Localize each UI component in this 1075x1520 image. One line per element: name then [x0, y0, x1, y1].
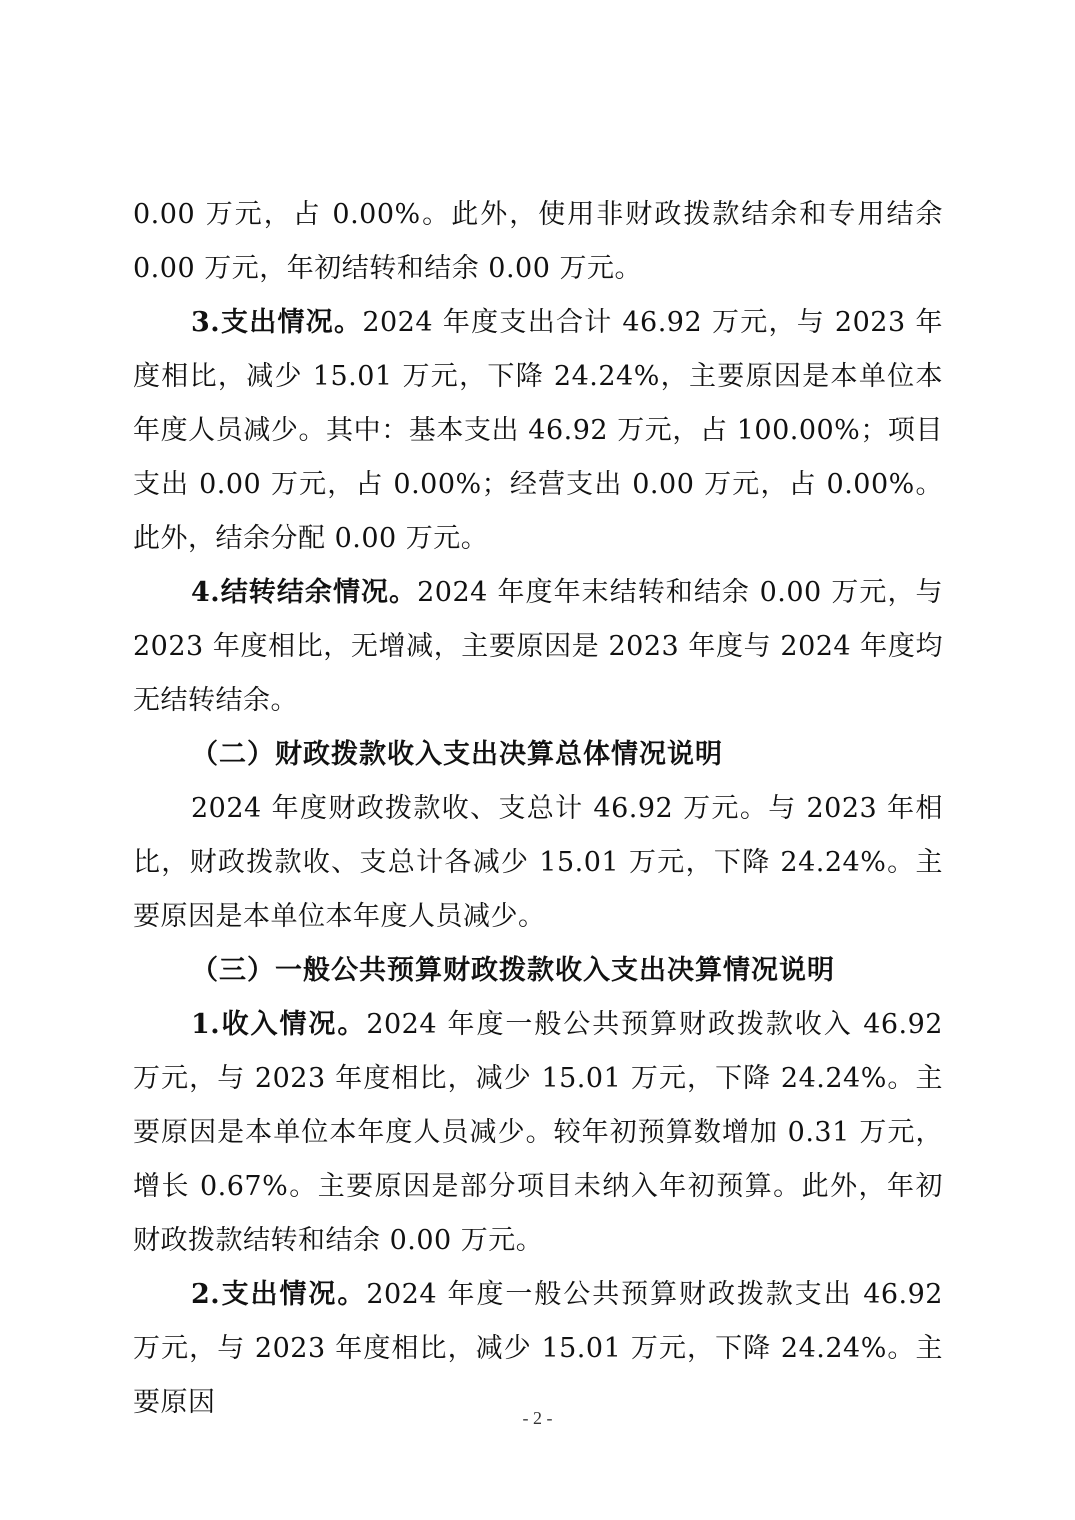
paragraph-text: 2024 年度支出合计 46.92 万元，与 2023 年度相比，减少 15.01 万元，下降 24.24%，主要原因是本单位本年度人员减少。其中：基本支出 46.92 万元，占 100.00%；项目支出 0.00 万元，占 0.00%；经营支出 0.00 万元，占 0.00%。此外，结余分配 0.00 万元。	[133, 307, 943, 554]
paragraph-income	[133, 998, 943, 1268]
paragraph-lead: 4.结转结余情况。	[191, 577, 418, 608]
paragraph-text: 2024 年度一般公共预算财政拨款支出 46.92 万元，与 2023 年度相比，减少 15.01 万元，下降 24.24%。主要原因	[133, 1279, 943, 1418]
paragraph-lead: 1.收入情况。	[191, 1009, 367, 1040]
paragraph-text: 2024 年度一般公共预算财政拨款收入 46.92 万元，与 2023 年度相比，减少 15.01 万元，下降 24.24%。主要原因是本单位本年度人员减少。较年初预算数增加 0.31 万元，增长 0.67%。主要原因是部分项目未纳入年初预算。此外，年初财政拨款结转和结余 0.00 万元。	[133, 1009, 943, 1256]
paragraph-general-expenditure	[133, 1268, 943, 1430]
paragraph-lead: 3.支出情况。	[191, 307, 363, 338]
paragraph-continuation: 0.00 万元，占 0.00%。此外，使用非财政拨款结余和专用结余 0.00 万元，年初结转和结余 0.00 万元。	[133, 199, 943, 284]
paragraph-fiscal-overview: 2024 年度财政拨款收、支总计 46.92 万元。与 2023 年相比，财政拨款收、支总计各减少 15.01 万元，下降 24.24%。主要原因是本单位本年度人员减少。	[133, 793, 943, 932]
document-body	[133, 188, 943, 1430]
section-heading-general-budget: （三）一般公共预算财政拨款收入支出决算情况说明	[191, 955, 835, 986]
paragraph-text: 2024 年度年末结转和结余 0.00 万元，与 2023 年度相比，无增减，主要原因是 2023 年度与 2024 年度均无结转结余。	[133, 577, 944, 716]
section-heading-fiscal-overview: （二）财政拨款收入支出决算总体情况说明	[191, 739, 723, 770]
paragraph-expenditure	[133, 296, 943, 566]
paragraph-lead: 2.支出情况。	[191, 1279, 367, 1310]
paragraph-carryover	[133, 566, 943, 728]
page-number: - 2 -	[522, 1408, 553, 1428]
